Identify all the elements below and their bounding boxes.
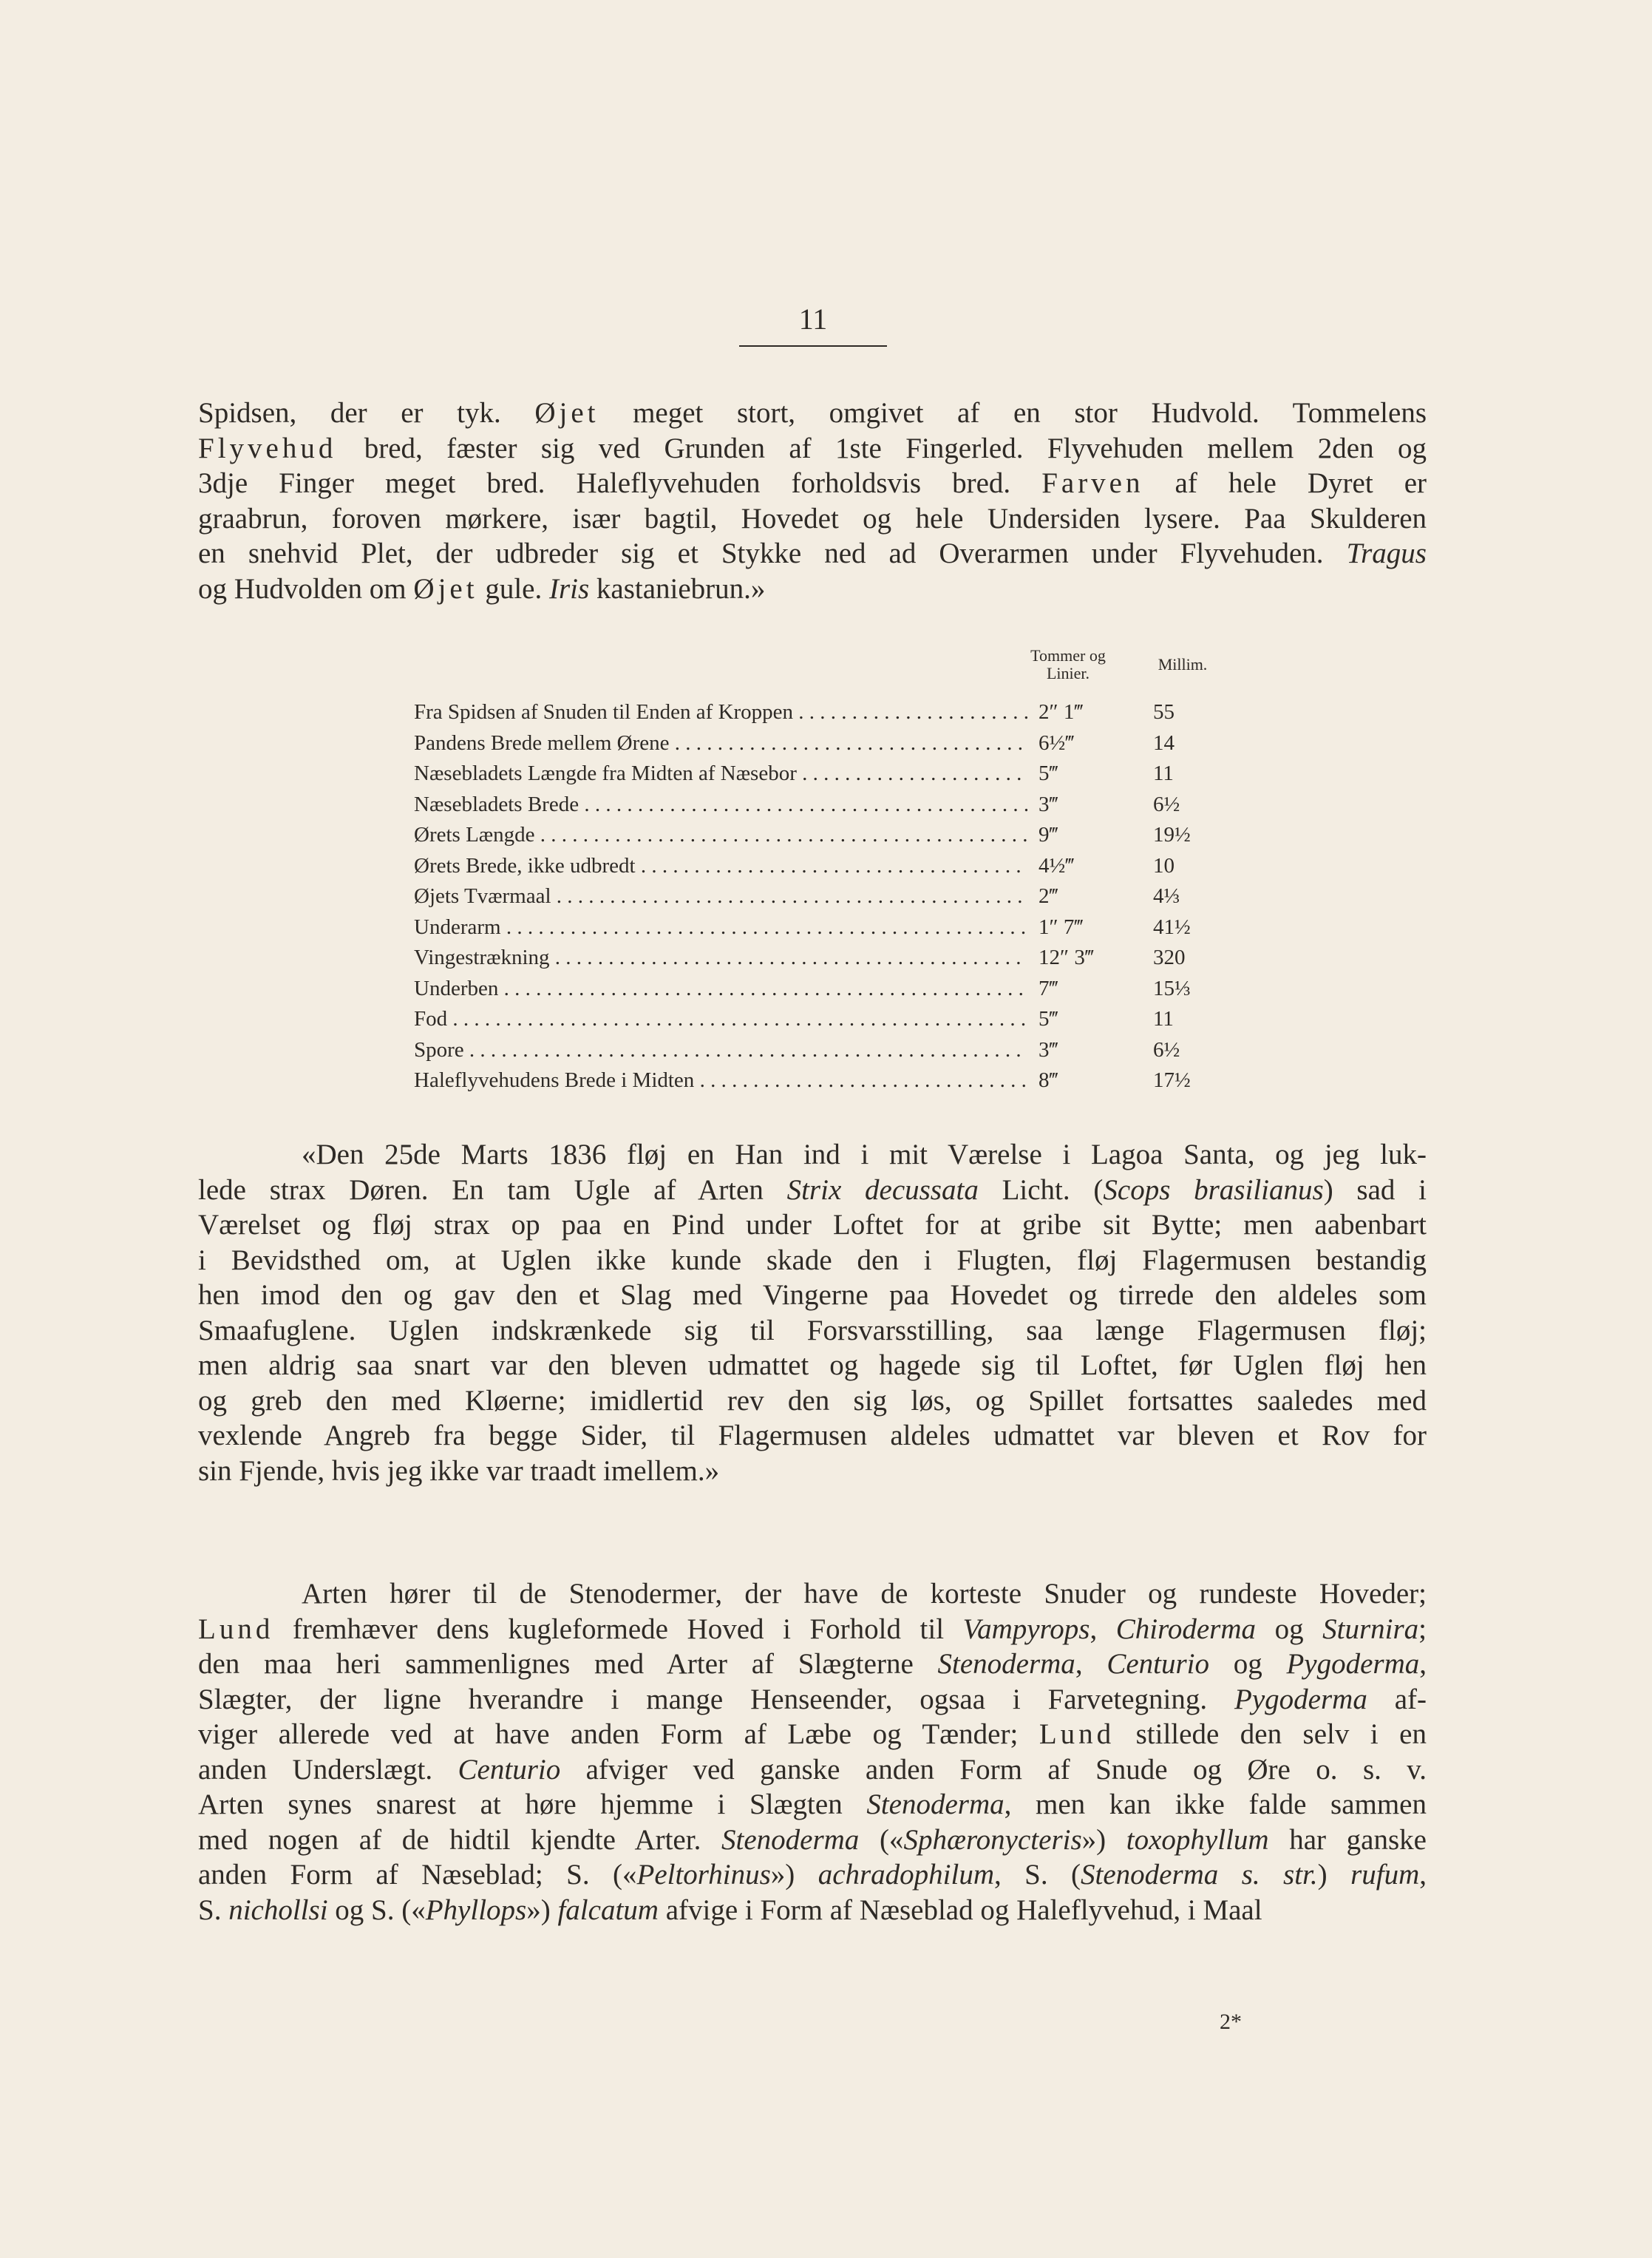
measurement-row — [414, 974, 1234, 1005]
text-line: Spidsen, der er tyk. Øjet meget stort, omgivet af en stor Hudvold. Tommelens — [198, 397, 1427, 429]
paragraph-description — [198, 396, 1427, 606]
measurement-row — [414, 790, 1234, 821]
measurement-label: Spore . . . — [414, 1035, 1027, 1066]
text-line: Arten hører til de Stenodermer, der have de korteste Snuder og rundeste Hoveder; — [302, 1578, 1427, 1610]
measurement-row — [414, 943, 1234, 974]
measurement-millim: 6½ — [1153, 792, 1180, 816]
measurement-millim: 4⅓ — [1153, 884, 1180, 908]
measurement-row — [414, 728, 1234, 759]
column-header-millim: Millim. — [1158, 655, 1208, 674]
measurement-row — [414, 697, 1234, 728]
measurement-label: Fra Spidsen af Snuden til Enden af Kroppen . . . — [414, 697, 1027, 728]
measurement-millim: 6½ — [1153, 1037, 1180, 1062]
measurement-row — [414, 912, 1234, 943]
text-line: sin Fjende, hvis jeg ikke var traadt imellem.» — [198, 1454, 720, 1487]
text-line: men aldrig saa snart var den bleven udmattet og hagede sig til Loftet, før Uglen fløj hen — [198, 1349, 1427, 1381]
text-line: Flyvehud bred, fæster sig ved Grunden af 1ste Fingerled. Flyvehuden mellem 2den og — [198, 432, 1427, 464]
text-line: Værelset og fløj strax op paa en Pind under Loftet for at gribe sit Bytte; men aabenbart — [198, 1209, 1427, 1241]
measurement-label: Næsebladets Længde fra Midten af Næsebor . . . — [414, 759, 1027, 790]
text-line: i Bevidsthed om, at Uglen ikke kunde skade den i Flugten, fløj Flagermusen bestandig — [198, 1244, 1427, 1276]
text-line: lede strax Døren. En tam Ugle af Arten Strix decussata Licht. (Scops brasilianus) sad i — [198, 1173, 1427, 1206]
measurement-tommer: 8‴ — [1039, 1068, 1058, 1092]
text-line: og Hudvolden om Øjet gule. Iris kastaniebrun.» — [198, 572, 766, 605]
measurement-tommer: 3‴ — [1039, 1037, 1058, 1062]
text-line: anden Form af Næseblad; S. («Peltorhinus») achradophilum, S. (Stenoderma s. str.) rufum, — [198, 1859, 1427, 1891]
measurement-label: Ørets Længde . . . — [414, 820, 1027, 851]
measurement-row — [414, 1065, 1234, 1096]
measurement-tommer: 5‴ — [1039, 1007, 1058, 1031]
signature-mark: 2* — [1220, 2010, 1242, 2034]
measurement-row — [414, 759, 1234, 790]
measurement-row — [414, 820, 1234, 851]
measurement-tommer: 12″ 3‴ — [1039, 946, 1094, 969]
measurement-tommer: 1″ 7‴ — [1039, 915, 1084, 939]
column-header-tommer: Tommer og Linier. — [1030, 646, 1106, 682]
measurement-millim: 55 — [1153, 700, 1175, 724]
measurement-label: Haleflyvehudens Brede i Midten . . . — [414, 1065, 1027, 1096]
measurement-millim: 41½ — [1153, 915, 1191, 939]
measurement-millim: 17½ — [1153, 1068, 1191, 1092]
text-line: vexlende Angreb fra begge Sider, til Flagermusen aldeles udmattet var bleven et Rov for — [198, 1420, 1427, 1451]
measurement-label: Underben . . . — [414, 974, 1027, 1005]
measurement-row — [414, 1035, 1234, 1066]
measurement-label: Fod . . . — [414, 1004, 1027, 1035]
text-line: og greb den med Kløerne; imidlertid rev den sig løs, og Spillet fortsattes saaledes med — [198, 1384, 1427, 1417]
measurement-tommer: 6½‴ — [1039, 730, 1075, 755]
measurement-millim: 11 — [1153, 762, 1174, 785]
text-line: Arten synes snarest at høre hjemme i Slægten Stenoderma, men kan ikke falde sammen — [198, 1789, 1427, 1820]
measurement-tommer: 3‴ — [1039, 792, 1058, 816]
measurement-millim: 320 — [1153, 946, 1186, 969]
paragraph-observation — [198, 1137, 1427, 1488]
text-line: Lund fremhæver dens kugleformede Hoved i Forhold til Vampyrops, Chiroderma og Sturnira; — [198, 1613, 1427, 1645]
text-line: graabrun, foroven mørkere, især bagtil, Hovedet og hele Undersiden lysere. Paa Skulderen — [198, 502, 1427, 535]
page-number-rule — [739, 345, 887, 347]
text-line: en snehvid Plet, der udbreder sig et Stykke ned ad Overarmen under Flyvehuden. Tragus — [198, 538, 1427, 569]
measurement-tommer: 5‴ — [1039, 762, 1058, 785]
measurement-millim: 10 — [1153, 853, 1175, 878]
measurement-tommer: 2″ 1‴ — [1039, 700, 1084, 724]
text-line: Smaafuglene. Uglen indskrænkede sig til Forsvarsstilling, saa længe Flagermusen fløj; — [198, 1314, 1427, 1346]
text-line: hen imod den og gav den et Slag med Vingerne paa Hovedet og tirrede den aldeles som — [198, 1279, 1427, 1311]
measurement-label: Pandens Brede mellem Ørene . . . — [414, 728, 1027, 759]
measurement-tommer: 2‴ — [1039, 884, 1058, 908]
measurement-row — [414, 881, 1234, 912]
measurement-row — [414, 851, 1234, 882]
text-line: Slægter, der ligne hverandre i mange Henseender, ogsaa i Farvetegning. Pygoderma af- — [198, 1683, 1427, 1715]
text-line: viger allerede ved at have anden Form af Læbe og Tænder; Lund stillede den selv i en — [198, 1718, 1427, 1750]
text-line: 3dje Finger meget bred. Haleflyvehuden forholdsvis bred. Farven af hele Dyret er — [198, 467, 1427, 499]
measurement-millim: 11 — [1153, 1007, 1174, 1031]
measurement-label: Ørets Brede, ikke udbredt . . . — [414, 851, 1027, 882]
measurement-label: Øjets Tværmaal . . . — [414, 881, 1027, 912]
measurement-row — [414, 1004, 1234, 1035]
text-line: anden Underslægt. Centurio afviger ved ganske anden Form af Snude og Øre o. s. v. — [198, 1753, 1427, 1786]
measurement-label: Underarm . . . — [414, 912, 1027, 943]
measurement-tommer: 7‴ — [1039, 976, 1058, 1000]
measurement-tommer: 4½‴ — [1039, 853, 1075, 878]
text-line: «Den 25de Marts 1836 fløj en Han ind i mit Værelse i Lagoa Santa, og jeg luk- — [302, 1139, 1427, 1170]
paragraph-comparison — [198, 1576, 1427, 1928]
measurement-tommer: 9‴ — [1039, 823, 1058, 847]
text-line: S. nichollsi og S. («Phyllops») falcatum afvige i Form af Næseblad og Haleflyvehud, i Maal — [198, 1893, 1262, 1926]
measurement-millim: 19½ — [1153, 823, 1191, 847]
text-line: den maa heri sammenlignes med Arter af Slægterne Stenoderma, Centurio og Pygoderma, — [198, 1648, 1427, 1680]
text-line: med nogen af de hidtil kjendte Arter. Stenoderma («Sphæronycteris») toxophyllum har ganske — [198, 1823, 1427, 1856]
measurement-millim: 14 — [1153, 730, 1175, 755]
measurement-label: Vingestrækning . . . — [414, 943, 1027, 974]
page-number: 11 — [798, 302, 828, 336]
measurement-millim: 15⅓ — [1153, 976, 1191, 1000]
measurement-label: Næsebladets Brede . . . — [414, 790, 1027, 821]
